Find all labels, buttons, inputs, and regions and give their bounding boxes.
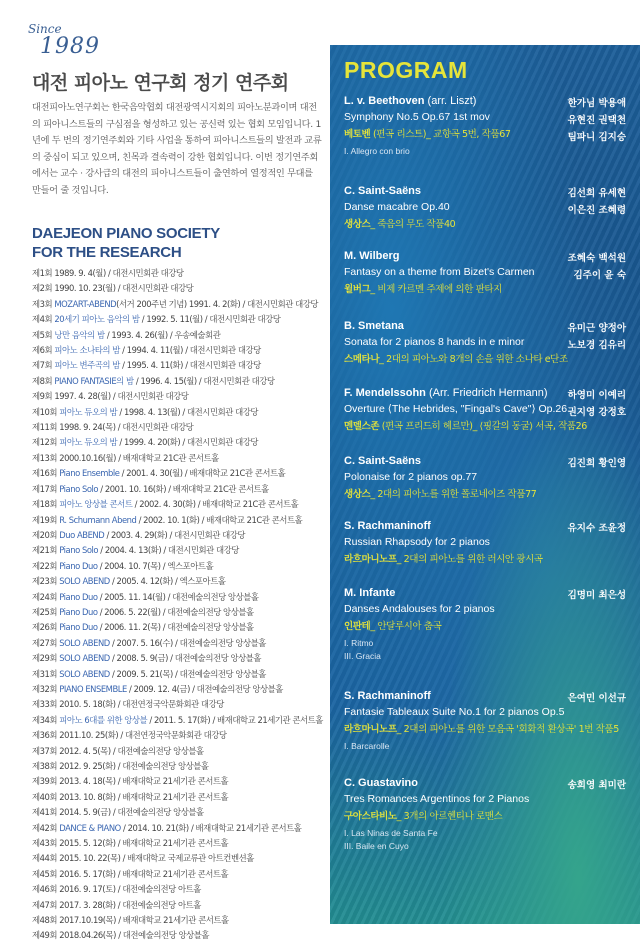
concert-item — [32, 281, 328, 296]
concert-text: 제24회 — [32, 591, 60, 602]
concert-item — [32, 728, 328, 743]
concert-text: 제47회 2017. 3. 28(화) / 대전예술의전당 아트홀 — [32, 899, 201, 910]
korean-work: _ 비제 카르멘 주제에 의한 판타지 — [370, 284, 502, 295]
concert-text: 제36회 2011.10. 25(화) / 대전연정국악문화회관 대강당 — [32, 730, 227, 741]
arranger-note: (Arr. Friedrich Hermann) — [425, 387, 548, 399]
piece-movements — [344, 827, 626, 853]
performer-pair: 권지영 강정호 — [567, 407, 626, 418]
concert-item — [32, 328, 328, 343]
korean-composer: 라흐마니노프 — [344, 724, 397, 735]
concert-theme: Piano Duo — [59, 591, 98, 602]
performer-pair: 유미근 양정아 — [567, 323, 626, 334]
composer-name: C. Guastavino — [344, 777, 418, 789]
concert-item — [32, 697, 328, 712]
concert-text: 제31회 — [32, 668, 60, 679]
concert-details: / 1999. 4. 20(화) / 대전시민회관 대강당 — [117, 437, 258, 448]
program-panel — [330, 45, 640, 924]
performer-pair: 유지수 조윤정 — [567, 523, 626, 534]
concert-theme: SOLO ABEND — [59, 668, 110, 679]
performer-pair: 조혜숙 백석원 — [567, 253, 626, 264]
piece-title: Danse macabre Op.40 — [344, 201, 450, 213]
concert-text: 제37회 2012. 4. 5(목) / 대전예술의전당 앙상블홀 — [32, 745, 204, 756]
concert-theme: DANCE & PIANO — [59, 822, 121, 833]
since-logo — [28, 22, 108, 62]
concert-item — [32, 513, 328, 528]
concert-item — [32, 374, 328, 389]
concert-text: 제4회 — [32, 314, 55, 325]
concert-theme: SOLO ABEND — [59, 576, 110, 587]
concert-item — [32, 528, 328, 543]
piece-performers — [568, 587, 626, 604]
concert-item — [32, 266, 328, 281]
concert-text: 제49회 2018.04.26(목) / 대전예술의전당 앙상블홀 — [32, 930, 210, 941]
concert-theme: 피아노 듀오의 밤 — [59, 437, 118, 448]
performer-pair: 팀파니 김지승 — [567, 132, 626, 143]
concert-item — [32, 451, 328, 466]
concert-item — [32, 466, 328, 481]
concert-details: / 1995. 4. 11(화) / 대전시민회관 대강당 — [119, 360, 261, 371]
concert-text: 제9회 1997. 4. 28(월) / 대전시민회관 대강당 — [32, 391, 189, 402]
page-title: 대전 피아노 연구회 정기 연주회 — [32, 72, 289, 94]
concert-theme: Piano Duo — [59, 606, 98, 617]
concert-details: / 2005. 4. 12(화) / 엑스포아트홀 — [109, 576, 226, 587]
piece-title: Fantasy on a theme from Bizet's Carmen — [344, 266, 535, 278]
concert-item — [32, 882, 328, 897]
korean-work: _ 2대의 피아노를 위한 러시안 광시곡 — [396, 554, 543, 565]
performer-pair: 노보경 김유리 — [567, 340, 626, 351]
concert-text: 제27회 — [32, 637, 60, 648]
concert-details: / 2014. 10. 21(화) / 배재대학교 21세기관 콘서트홀 — [120, 822, 302, 833]
concert-details: / 1994. 4. 11(월) / 대전시민회관 대강당 — [119, 345, 261, 356]
composer-name: S. Rachmaninoff — [344, 520, 431, 532]
korean-composer: 윌버그 — [344, 284, 371, 295]
piece-movements — [344, 740, 626, 753]
performer-pair: 김명미 최은성 — [567, 590, 626, 601]
movement: I. Las Ninas de Santa Fe — [344, 828, 438, 838]
piece-korean-title — [344, 808, 626, 822]
concert-text: 제20회 — [32, 529, 60, 540]
concert-details: / 1996. 4. 15(월) / 대전시민회관 대강당 — [133, 375, 275, 386]
program-piece — [344, 455, 626, 500]
piece-title: Danses Andalouses for 2 pianos — [344, 603, 495, 615]
concert-theme: 피아노 소나타의 밤 — [54, 345, 120, 356]
concert-text: 제40회 2013. 10. 8(화) / 배재대학교 21세기관 콘서트홀 — [32, 791, 229, 802]
concert-details: / 2002. 10. 1(화) / 배재대학교 21C관 콘서트홀 — [136, 514, 303, 525]
arranger-note: (arr. Liszt) — [424, 95, 477, 107]
concert-text: 제38회 2012. 9. 25(화) / 대전예술의전당 앙상블홀 — [32, 761, 209, 771]
concert-details: / 2008. 5. 9(금) / 대전예술의전당 앙상블홀 — [109, 653, 262, 664]
concert-details: / 2006. 11. 2(목) / 대전예술의전당 앙상블홀 — [97, 622, 254, 633]
concert-item — [32, 836, 328, 851]
concert-text: 제48회 2017.10.19(목) / 배재대학교 21세기관 콘서트홀 — [32, 915, 229, 926]
concert-text: 제17회 — [32, 483, 60, 494]
concert-details: / 1992. 5. 11(월) / 대전시민회관 대강당 — [139, 314, 281, 325]
concert-theme: PIANO ENSEMBLE — [59, 683, 127, 694]
concert-text: 제39회 2013. 4. 18(목) / 배재대학교 21세기관 콘서트홀 — [32, 776, 229, 787]
program-piece — [344, 320, 626, 365]
concert-text: 제1회 1989. 9. 4(월) / 대전시민회관 대강당 — [32, 268, 184, 278]
concert-text: 제5회 — [32, 329, 55, 340]
korean-composer: 생상스 — [344, 489, 371, 500]
concert-text: 제3회 — [32, 298, 55, 309]
piece-title: Tres Romances Argentinos for 2 Pianos — [344, 793, 530, 805]
concert-item — [32, 821, 328, 836]
concert-theme: Piano Duo — [59, 560, 98, 571]
piece-title: Polonaise for 2 pianos op.77 — [344, 471, 478, 483]
concert-text: 제2회 1990. 10. 23(월) / 대전시민회관 대강당 — [32, 283, 194, 294]
piece-movements — [344, 145, 626, 158]
korean-composer: 멘델스존 — [344, 421, 380, 432]
concert-item — [32, 867, 328, 882]
korean-composer: 구아스타비노 — [344, 811, 397, 822]
concert-item — [32, 559, 328, 574]
intro-paragraph: 대전피아노연구회는 한국음악협회 대전광역시지회의 피아노분과이며 대전의 피아니스트들의 구심점을 형성하고 있는 공신력 있는 협회 모임입니다. 1년에 두 번의 정기연주회와 기타 사업을 통하여 피아니스트들의 발전과 교류의 중심이 되고 있으며, 친목과 결속력이 강한 협회입니다. 이번 정기연주회에서는 교수 · 강사급의 대전의 피아니스트들이 출연하여 열정적인 무대를 만들어 줄 것입니다. — [32, 102, 322, 196]
piece-title: Russian Rhapsody for 2 pianos — [344, 536, 490, 548]
concert-item — [32, 928, 328, 943]
performer-pair: 하영미 이예리 — [567, 390, 626, 401]
concert-text: 제29회 — [32, 653, 60, 664]
since-word: Since — [28, 22, 62, 36]
composer-name: M. Infante — [344, 587, 396, 599]
korean-work: _ 3개의 아르헨티나 로맨스 — [396, 811, 503, 822]
piece-korean-title — [344, 486, 626, 500]
korean-work: _ 2대의 피아노를 위한 모음곡 '회화적 환상곡' 1번 작품5 — [396, 724, 619, 735]
concert-item — [32, 312, 328, 327]
concert-item — [32, 913, 328, 928]
concert-text: 제42회 — [32, 822, 60, 833]
society-name-line2: FOR THE RESEARCH — [32, 244, 182, 261]
composer-name: M. Wilberg — [344, 250, 400, 262]
concert-details: / 2011. 5. 17(화) / 배재대학교 21세기관 콘서트홀 — [147, 714, 323, 725]
concert-item — [32, 805, 328, 820]
concert-text: 제46회 2016. 9. 17(토) / 대전예술의전당 아트홀 — [32, 884, 201, 895]
performer-pair: 유현진 권택천 — [567, 115, 626, 126]
concert-item — [32, 636, 328, 651]
concert-item — [32, 358, 328, 373]
korean-work: _ 죽음의 무도 작품40 — [370, 219, 456, 230]
composer-name: F. Mendelssohn — [344, 387, 426, 399]
concert-item — [32, 297, 328, 312]
concert-details: / 2007. 5. 16(수) / 대전예술의전당 앙상블홀 — [109, 637, 266, 648]
performer-pair: 은여민 이선규 — [567, 693, 626, 704]
concert-item — [32, 898, 328, 913]
concert-theme: Piano Ensemble — [59, 468, 120, 479]
composer-name: B. Smetana — [344, 320, 404, 332]
concert-text: 제22회 — [32, 560, 60, 571]
concert-theme: 20세기 피아노 음악의 밤 — [54, 314, 140, 325]
piece-korean-title — [344, 551, 626, 565]
concert-item — [32, 389, 328, 404]
concert-text: 제18회 — [32, 499, 60, 510]
program-piece — [344, 520, 626, 565]
korean-composer: 베토벤 — [344, 129, 371, 140]
concert-theme: MOZART-ABEND — [54, 298, 117, 309]
concert-text: 제32회 — [32, 683, 60, 694]
concert-history-list — [32, 266, 328, 944]
concert-text: 제21회 — [32, 545, 60, 556]
concert-details: / 1998. 4. 13(월) / 대전시민회관 대강당 — [117, 406, 258, 417]
movement: I. Allegro con brio — [344, 146, 410, 156]
concert-details: / 2006. 5. 22(월) / 대전예술의전당 앙상블홀 — [97, 606, 254, 617]
concert-text: 제43회 2015. 5. 12(화) / 배재대학교 21세기관 콘서트홀 — [32, 838, 229, 849]
concert-item — [32, 620, 328, 635]
concert-item — [32, 851, 328, 866]
piece-performers — [568, 185, 626, 219]
concert-details: / 2009. 12. 4(금) / 대전예술의전당 앙상블홀 — [126, 683, 283, 694]
concert-details: / 2003. 4. 29(화) / 대전시민회관 대강당 — [104, 529, 246, 540]
korean-work: _ 2대의 피아노와 8개의 손을 위한 소나타 e단조 — [379, 354, 568, 365]
composer-name: L. v. Beethoven — [344, 95, 425, 107]
korean-work: _ 2대의 피아노를 위한 폴로네이즈 작품77 — [370, 489, 537, 500]
composer-name: S. Rachmaninoff — [344, 690, 431, 702]
piece-movements — [344, 637, 626, 663]
composer-name: C. Saint-Saëns — [344, 455, 422, 467]
concert-theme: 피아노 변주곡의 밤 — [54, 360, 120, 371]
korean-composer: 생상스 — [344, 219, 371, 230]
program-piece — [344, 250, 626, 295]
program-piece — [344, 387, 626, 432]
concert-theme: SOLO ABEND — [59, 637, 110, 648]
concert-theme: Piano Solo — [59, 483, 99, 494]
concert-theme: 낭만 음악의 밤 — [54, 329, 105, 340]
concert-details: / 2004. 4. 13(화) / 대전시민회관 대강당 — [98, 545, 239, 556]
concert-details: / 2002. 4. 30(화) / 배재대학교 21C관 콘서트홀 — [132, 499, 299, 510]
program-piece — [344, 587, 626, 663]
concert-text: 제44회 2015. 10. 22(목) / 배재대학교 국제교류관 아트컨벤션홀 — [32, 853, 254, 864]
concert-theme: 피아노 앙상블 콘서트 — [59, 499, 133, 510]
concert-text: 제6회 — [32, 345, 55, 356]
since-year: 1989 — [40, 34, 100, 59]
concert-item — [32, 420, 328, 435]
piece-performers — [568, 690, 626, 707]
korean-work: (편곡 프리드히 헤르만)_ ⟨핑갈의 동굴⟩ 서곡, 작품26 — [379, 421, 587, 432]
concert-details: / 2001. 4. 30(월) / 배재대학교 21C관 콘서트홀 — [119, 468, 286, 479]
concert-text: 제25회 — [32, 606, 60, 617]
concert-item — [32, 405, 328, 420]
piece-title: Symphony No.5 Op.67 1st mov — [344, 111, 490, 123]
piece-title: Fantasie Tableaux Suite No.1 for 2 pianos Op.5 — [344, 706, 565, 718]
concert-theme: Piano Solo — [59, 545, 99, 556]
concert-text: 제23회 — [32, 576, 60, 587]
concert-theme: Piano Duo — [59, 622, 98, 633]
society-name-line1: DAEJEON PIANO SOCIETY — [32, 225, 220, 242]
piece-performers — [568, 250, 626, 284]
program-piece — [344, 777, 626, 853]
concert-details: / 2005. 11. 14(월) / 대전예술의전당 앙상블홀 — [97, 591, 259, 602]
concert-text: 제11회 1998. 9. 24(목) / 대전시민회관 대강당 — [32, 422, 194, 433]
concert-details: / 1993. 4. 26(월) / 우송예술회관 — [104, 329, 221, 340]
concert-item — [32, 435, 328, 450]
korean-composer: 스메타나 — [344, 354, 380, 365]
program-piece — [344, 690, 626, 753]
korean-work: _ 안달루시아 춤곡 — [370, 621, 442, 632]
concert-text: 제7회 — [32, 360, 55, 371]
concert-item — [32, 682, 328, 697]
concert-text: 제10회 — [32, 406, 60, 417]
korean-composer: 라흐마니노프 — [344, 554, 397, 565]
movement: I. Barcarolle — [344, 741, 390, 751]
concert-theme: 피아노 듀오의 밤 — [59, 406, 118, 417]
piece-performers — [568, 95, 626, 146]
concert-item — [32, 590, 328, 605]
piece-performers — [568, 455, 626, 472]
piece-korean-title — [344, 721, 626, 735]
concert-item — [32, 667, 328, 682]
concert-item — [32, 774, 328, 789]
program-title: PROGRAM — [344, 57, 468, 83]
concert-theme: SOLO ABEND — [59, 653, 110, 664]
concert-text: 제8회 — [32, 375, 55, 386]
concert-theme: R. Schumann Abend — [59, 514, 137, 525]
concert-item — [32, 744, 328, 759]
concert-item — [32, 790, 328, 805]
movement: I. Ritmo — [344, 638, 374, 648]
piece-title: Sonata for 2 pianos 8 hands in e minor — [344, 336, 525, 348]
concert-details: (서거 200주년 기념) 1991. 4. 2(화) / 대전시민회관 대강당 — [116, 298, 319, 309]
concert-text: 제45회 2016. 5. 17(화) / 배재대학교 21세기관 콘서트홀 — [32, 868, 229, 879]
piece-performers — [568, 777, 626, 794]
piece-performers — [568, 320, 626, 354]
concert-text: 제41회 2014. 5. 9(금) / 대전예술의전당 앙상블홀 — [32, 807, 204, 818]
program-piece — [344, 185, 626, 230]
concert-item — [32, 482, 328, 497]
concert-theme: Duo ABEND — [59, 529, 105, 540]
concert-text: 제13회 2000.10.16(월) / 배재대학교 21C관 콘서트홀 — [32, 452, 219, 463]
concert-text: 제12회 — [32, 437, 60, 448]
korean-composer: 인판테 — [344, 621, 371, 632]
performer-pair: 송희영 최미란 — [567, 780, 626, 791]
composer-name: C. Saint-Saëns — [344, 185, 422, 197]
movement: III. Baile en Cuyo — [344, 841, 409, 851]
piece-korean-title — [344, 618, 626, 632]
concert-text: 제26회 — [32, 622, 60, 633]
concert-item — [32, 497, 328, 512]
piece-title: Overture ⟨The Hebrides, "Fingal's Cave"⟩ Op.26 — [344, 403, 568, 415]
korean-work: (편곡 리스트)_ 교향곡 5번, 작품67 — [370, 129, 511, 140]
concert-theme: 피아노 6대를 위한 앙상블 — [59, 714, 148, 725]
concert-details: / 2009. 5. 21(목) / 대전예술의전당 앙상블홀 — [109, 668, 266, 679]
concert-text: 제16회 — [32, 468, 60, 479]
concert-item — [32, 651, 328, 666]
concert-item — [32, 759, 328, 774]
piece-performers — [568, 387, 626, 421]
society-name — [32, 224, 220, 262]
performer-pair: 한가님 박용애 — [567, 98, 626, 109]
concert-item — [32, 543, 328, 558]
performer-pair: 김주이 윤 숙 — [573, 270, 626, 281]
concert-item — [32, 605, 328, 620]
concert-item — [32, 713, 328, 728]
concert-text: 제33회 2010. 5. 18(화) / 대전연정국악문화회관 대강당 — [32, 699, 224, 710]
concert-details: / 2001. 10. 16(화) / 배재대학교 21C관 콘서트홀 — [98, 483, 269, 494]
concert-text: 제19회 — [32, 514, 60, 525]
concert-text: 제34회 — [32, 714, 60, 725]
program-piece — [344, 95, 626, 158]
performer-pair: 김선희 유세현 — [567, 188, 626, 199]
performer-pair: 이은진 조혜령 — [567, 205, 626, 216]
concert-details: / 2004. 10. 7(목) / 엑스포아트홀 — [97, 560, 214, 571]
concert-item — [32, 574, 328, 589]
performer-pair: 김진희 황인영 — [567, 458, 626, 469]
piece-performers — [568, 520, 626, 537]
concert-theme: PIANO FANTASIE의 밤 — [54, 375, 134, 386]
concert-item — [32, 343, 328, 358]
movement: III. Gracia — [344, 651, 381, 661]
